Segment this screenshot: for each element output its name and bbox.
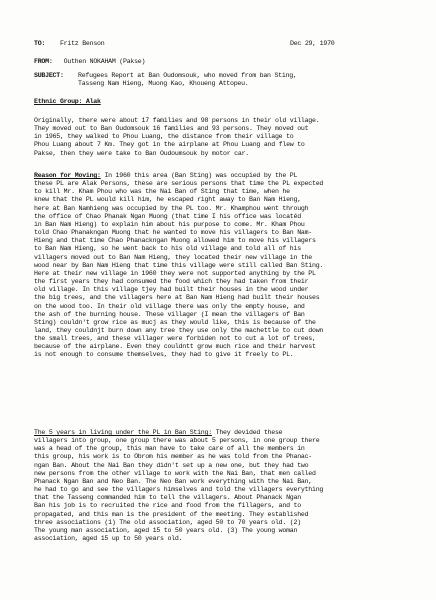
paragraph-first-line [34, 172, 404, 180]
to-line [34, 40, 416, 48]
paragraph-line: in 1965, they walked to Phou Luang, the distance from their village to [34, 133, 294, 141]
subject-line [34, 72, 416, 80]
paragraph-line: Phanack Ngan Ban and Neo Ban. The Neo Ban work everything with the Nai Ban, [34, 477, 313, 485]
origin-paragraph [34, 117, 404, 158]
paragraph-line: Phou Luang about 7 Km. They got in the airplane at Phou Luang and flew to [34, 141, 305, 149]
memo-date: Dec 29, 1970 [290, 40, 335, 47]
paragraph-first-line [34, 429, 404, 437]
to-value: Fritz Benson [59, 40, 105, 47]
paragraph-line: the first years they had consumed the food which they had taken from their [34, 278, 309, 286]
subject-label: SUBJECT: [34, 72, 64, 79]
paragraph-line: here at Ban Namhieng was occupied by the PL too. Mr. Khamphou went through [34, 204, 309, 212]
paragraph-line: land, they couldnjt burn down any tree they use only the machettle to cut down [34, 326, 324, 334]
paragraph-line: villagers into group, one group there was about 5 persons, in one group there [34, 437, 320, 445]
five-years-paragraph [34, 429, 404, 543]
from-line [34, 58, 416, 66]
paragraph-line: Here at their new village in 1960 they were not supported anything by the PL [34, 269, 316, 277]
paragraph-line: They moved out to Ban Oudomsouk 16 families and 93 persons. They moved out [34, 125, 309, 133]
paragraph-line: Hieng and that time Chao Phanackngan Muong allowed him to move his villagers [34, 237, 316, 245]
from-label: FROM: [34, 58, 53, 65]
paragraph-line: that the Tasseng commanded him to tell the villagers. About Phanack Ngan [34, 494, 301, 502]
paragraph-text: They devided these [211, 429, 283, 436]
to-label: TO: [34, 40, 46, 47]
paragraph-line: Pakse, then they were take to Ban Oudoumsouk by motor car. [34, 149, 249, 157]
paragraph-line: old village. In this village tjey had built their houses in the wood under [34, 286, 309, 294]
five-years-heading: The 5 years in living under the PL in Ban Sting: [34, 429, 212, 436]
subject-value-line2: Tasseng Nam Hieng, Muong Kao, Khoueng Attopeu. [78, 80, 249, 87]
paragraph-line: these PL are Alak Persons, these are serious persons that time the PL expected [34, 180, 324, 188]
paragraph-line: Ban his job is to recruited the rice and food from the fillagers, and to [34, 502, 301, 510]
paragraph-line: was a head of the group, this man have to take care of all the members in [34, 445, 305, 453]
paragraph-line: because of the airplane. Even they couldntt grow much rice and their harvest [34, 343, 316, 351]
paragraph-line: is not enough to consume themselves, they had to give it freely to PL. [34, 351, 294, 359]
paragraph-line: the ash of the burning house. These villager (I mean the villagers of Ban [34, 310, 305, 318]
paragraph-line: The young man association, aged 15 to 50 years old. (3) The young woman [34, 526, 298, 534]
paragraph-line: knew that the PL would kill him, he escaped right away to Ban Nam Hieng, [34, 196, 301, 204]
paragraph-line: Originally, there were about 17 families and 98 persons in their old village. [34, 117, 320, 124]
paragraph-line: new persons from the other village to work with the Nai Ban, that men called [34, 469, 316, 477]
paragraph-line: the office of Chao Phanak Ngan Muong (that time I his office was locatéd [34, 212, 301, 220]
paragraph-line: to Ban Nam Hieng, so he went back to his old village and told all of his [34, 245, 301, 253]
paragraph-line: Sting) couldn't grow rice as mucj as they would like, this is because of the [34, 318, 316, 326]
paragraph-text: In 1960 this area (Ban Sting) was occupied by the PL [100, 172, 298, 179]
reason-for-moving-heading: Reason for Moving: [34, 172, 101, 179]
paragraph-line: three associations (1) The old association, aged 50 to 70 years old. (2) [34, 518, 301, 526]
paragraph-line: told Chao Phanakngan Muong that he wanted to move his villagers to Ban Nam- [34, 229, 313, 237]
reason-for-moving-paragraph [34, 172, 404, 360]
subject-value-line1: Refugees Report at Ban Oudomsouk, who moved from ban Sting, [78, 72, 297, 79]
from-value: Outhen NOKAHAM (Pakse) [63, 58, 146, 65]
paragraph-line: he had to go and see the villagers himselves and told the villagers everything [34, 486, 324, 494]
paragraph-line: the small trees, and these villager were forbiden not to cut a lot of trees, [34, 335, 316, 343]
paragraph-line: wood near by Ban Nam Hieng that time this village were still called Ban Sting. [34, 261, 324, 269]
paragraph-line: association, aged 15 up to 50 years old. [34, 535, 183, 543]
paragraph-line: ngan Ban. About the Nai Ban they didn't set up a new one, but they had two [34, 461, 309, 469]
paragraph-line: on the wood too. In their old village there was only the empty house, and [34, 302, 305, 310]
ethnic-group-heading: Ethnic Group: Alak [34, 98, 101, 105]
paragraph-line: propagated, and this man is the president of the meeting. They established [34, 510, 309, 518]
paragraph-line: villagers moved out to Ban Nam Hieng, they located their new village in the [34, 253, 313, 261]
paragraph-line: in Ban Nam Hieng) to explain him about his purpose to come. Mr. Kham Phou [34, 220, 305, 228]
paragraph-line: this group, his work is to Obrom his member as he was told from the Phanac- [34, 453, 313, 461]
paragraph-line: the big trees, and the villagers here at Ban Nam Hieng had built their houses [34, 294, 320, 302]
paragraph-line: to kill Mr. Kham Phou who was the Nai Ban of Sting that time, when he [34, 188, 290, 196]
